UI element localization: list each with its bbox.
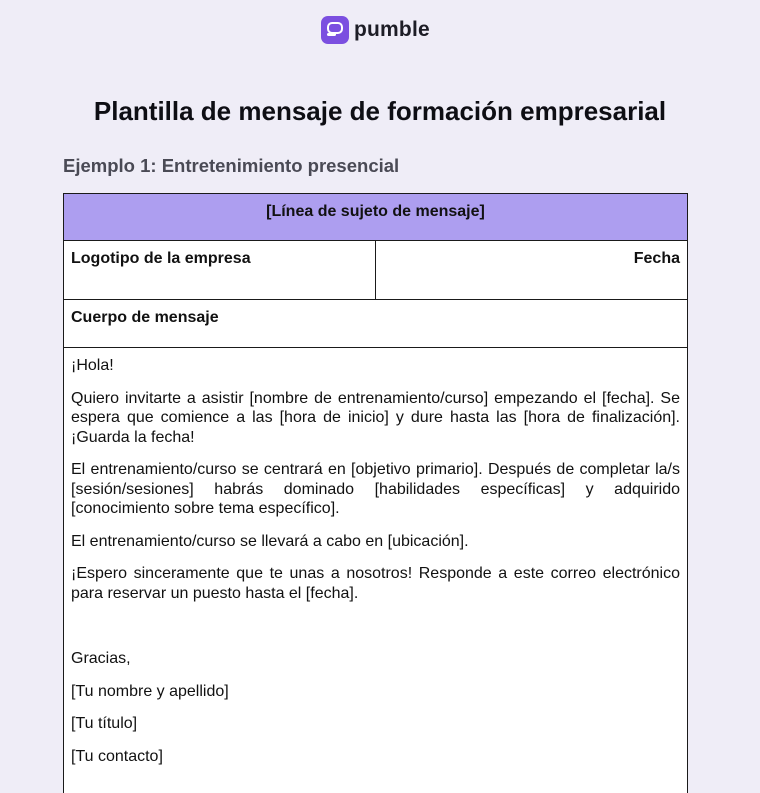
paragraph: El entrenamiento/curso se llevará a cabo en [ubicación]. [71,532,469,550]
signature-title: [Tu título] [71,715,138,732]
signature-contact: [Tu contacto] [71,747,163,765]
greeting: ¡Hola! [71,357,114,374]
date-label: Fecha [633,250,680,267]
closing: Gracias, [71,650,131,667]
message-body [64,348,687,766]
body-heading: Cuerpo de mensaje [64,300,687,348]
subject-line: [Línea de sujeto de mensaje] [64,194,687,241]
paragraph: Quiero invitarte a asistir [nombre de entrenamiento/curso] empezando el [fecha]. Se espera que comience a las [hora de inicio] y dure hasta las [hora de finalización]. ¡Guarda la fecha! [71,389,680,446]
paragraph: ¡Espero sinceramente que te unas a nosotros! Responde a este correo electrónico para reservar un puesto hasta el [fecha]. [71,565,680,602]
pumble-logo-icon [321,16,349,44]
message-template [63,193,688,793]
brand-logo [321,16,430,44]
brand-name: pumble [354,18,430,41]
signature-name: [Tu nombre y apellido] [71,682,229,700]
page-title: Plantilla de mensaje de formación empresarial [93,96,667,126]
example-label: Ejemplo 1: Entretenimiento presencial [63,155,400,176]
paragraph: El entrenamiento/curso se centrará en [objetivo primario]. Después de completar la/s [sesión/sesiones] habrás dominado [habilidades específicas] y adquirido [conocimiento sobre tema específico]. [71,461,680,517]
company-logo-label: Logotipo de la empresa [64,241,376,299]
header-row [64,241,687,300]
